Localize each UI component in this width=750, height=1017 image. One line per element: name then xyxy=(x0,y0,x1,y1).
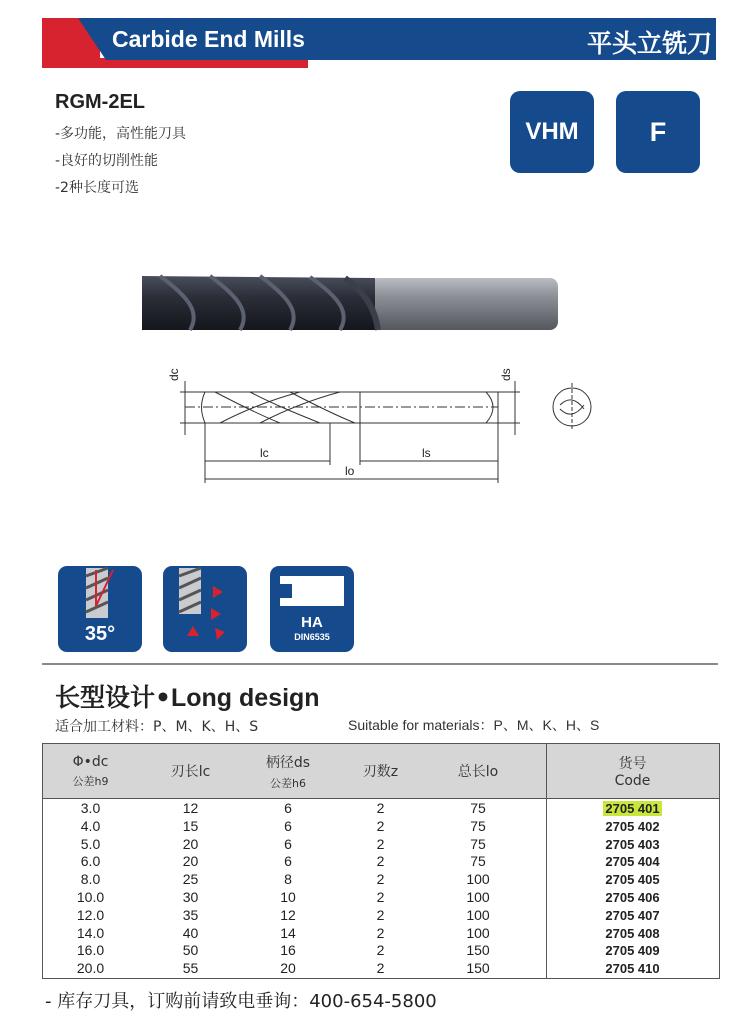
section-title-en: Long design xyxy=(170,684,320,712)
table-row xyxy=(43,889,719,907)
cell-lo: 75 xyxy=(470,817,486,834)
shank-din-label: DIN6535 xyxy=(294,632,330,642)
cell-code: 2705 404 xyxy=(605,854,660,870)
cell-code: 2705 403 xyxy=(605,836,660,852)
cell-ds: 8 xyxy=(284,871,292,888)
table-row xyxy=(43,800,719,818)
cell-code: 2705 408 xyxy=(605,925,660,941)
col-header-code xyxy=(546,744,719,798)
cell-lc: 30 xyxy=(182,888,199,905)
cell-dc: 16.0 xyxy=(76,942,105,959)
cell-code: 2705 402 xyxy=(605,818,660,834)
helix-angle-value: 35° xyxy=(84,623,116,645)
cell-z: 2 xyxy=(376,817,385,834)
section-title-cn: 长型设计• xyxy=(55,683,171,712)
cell-z: 2 xyxy=(376,888,385,905)
cell-lc: 15 xyxy=(182,817,199,834)
col-header-lo xyxy=(428,744,528,798)
cell-code: 2705 410 xyxy=(605,961,660,977)
table-row xyxy=(43,836,719,854)
cell-lo: 100 xyxy=(466,888,490,905)
cell-lc: 55 xyxy=(182,960,199,977)
feature-item: -2种长度可选 xyxy=(55,180,139,196)
cell-z: 2 xyxy=(376,924,385,941)
cell-dc: 12.0 xyxy=(76,906,105,923)
cell-ds: 10 xyxy=(280,888,296,905)
col-header-main: 总长lo xyxy=(457,764,499,780)
cell-dc: 10.0 xyxy=(76,888,105,905)
cell-lc: 25 xyxy=(182,871,199,888)
cell-z: 2 xyxy=(376,853,385,870)
end-mill-photo xyxy=(130,268,570,338)
col-header-sub: 公差h6 xyxy=(270,776,306,790)
cell-ds: 6 xyxy=(284,835,292,852)
label-lc: lc xyxy=(260,446,269,460)
table-row xyxy=(43,942,719,960)
table-row xyxy=(43,960,719,978)
helix-angle-icon xyxy=(58,566,142,652)
suitable-materials-en: Suitable for materials：P、M、K、H、S xyxy=(348,717,600,733)
table-row xyxy=(43,907,719,925)
cell-lc: 35 xyxy=(182,906,199,923)
cell-z: 2 xyxy=(376,800,385,816)
cell-lo: 150 xyxy=(466,960,490,977)
cell-ds: 16 xyxy=(280,942,296,959)
cell-lc: 20 xyxy=(182,835,199,852)
cell-lo: 75 xyxy=(470,800,486,816)
cell-dc: 6.0 xyxy=(80,853,101,870)
cell-ds: 6 xyxy=(284,817,292,834)
cell-ds: 14 xyxy=(280,924,296,941)
badge-vhm: VHM xyxy=(510,91,594,173)
cell-lc: 50 xyxy=(182,942,199,959)
label-ls: ls xyxy=(422,446,431,460)
feature-item: -多功能，高性能刀具 xyxy=(55,126,187,142)
label-ds: ds xyxy=(499,368,513,381)
cell-code: 2705 407 xyxy=(605,907,660,923)
cell-lo: 100 xyxy=(466,906,490,923)
cell-dc: 8.0 xyxy=(80,871,101,888)
shank-ha-label: HA xyxy=(301,614,323,631)
cell-ds: 12 xyxy=(280,906,296,923)
col-header-ds xyxy=(243,744,333,798)
table-row xyxy=(43,818,719,836)
table-row xyxy=(43,853,719,871)
cell-dc: 4.0 xyxy=(80,817,101,834)
table-body xyxy=(43,800,719,978)
technical-drawing xyxy=(160,365,610,490)
cell-z: 2 xyxy=(376,942,385,959)
feature-item: -良好的切削性能 xyxy=(55,153,159,169)
label-lo: lo xyxy=(345,464,355,478)
cell-z: 2 xyxy=(376,871,385,888)
cell-ds: 6 xyxy=(284,853,292,870)
spec-table xyxy=(42,743,720,979)
table-row xyxy=(43,925,719,943)
col-header-main: 货号 xyxy=(618,756,647,772)
section-title xyxy=(55,678,320,714)
shank-ha-icon xyxy=(270,566,354,652)
page-title: Carbide End Mills xyxy=(112,26,305,52)
section-divider xyxy=(42,663,718,665)
cell-lc: 12 xyxy=(182,800,199,816)
table-row xyxy=(43,871,719,889)
cell-lo: 75 xyxy=(470,853,486,870)
cell-lo: 100 xyxy=(466,924,490,941)
cell-lo: 75 xyxy=(470,835,486,852)
cell-z: 2 xyxy=(376,906,385,923)
footer-contact: - 库存刀具，订购前请致电垂询：400-654-5800 xyxy=(45,991,437,1012)
badge-f: F xyxy=(616,91,700,173)
cell-z: 2 xyxy=(376,960,385,977)
cell-ds: 6 xyxy=(284,800,292,816)
chip-flow-icon xyxy=(163,566,247,652)
col-header-main: 柄径ds xyxy=(265,754,311,771)
cell-code xyxy=(546,800,719,818)
label-dc: dc xyxy=(167,368,181,381)
col-header-sub: Code xyxy=(614,773,651,789)
cell-dc: 14.0 xyxy=(76,924,105,941)
product-model: RGM-2EL xyxy=(55,91,145,113)
page-title-cn: 平头立铣刀 xyxy=(586,29,712,58)
cell-dc: 20.0 xyxy=(76,960,105,977)
cell-lo: 150 xyxy=(466,942,490,959)
cell-code: 2705 406 xyxy=(605,889,660,905)
cell-code: 2705 409 xyxy=(605,943,660,959)
suitable-materials-cn: 适合加工材料：P、M、K、H、S xyxy=(55,719,259,735)
cell-dc: 3.0 xyxy=(80,800,101,816)
col-header-main: Φ•dc xyxy=(72,753,109,770)
cell-dc: 5.0 xyxy=(80,835,101,852)
cell-lo: 100 xyxy=(466,871,490,888)
cell-lc: 40 xyxy=(182,924,199,941)
col-header-lc xyxy=(138,744,243,798)
col-header-sub: 公差h9 xyxy=(72,774,109,788)
col-header-dc xyxy=(43,744,138,798)
cell-code: 2705 405 xyxy=(605,872,660,888)
cell-lc: 20 xyxy=(182,853,199,870)
highlighted-code: 2705 401 xyxy=(605,801,660,816)
cell-ds: 20 xyxy=(280,960,296,977)
cell-z: 2 xyxy=(376,835,385,852)
col-header-main: 刃数z xyxy=(362,764,399,780)
col-header-main: 刃长lc xyxy=(170,764,211,780)
feature-list xyxy=(55,121,186,202)
col-header-z xyxy=(333,744,428,798)
